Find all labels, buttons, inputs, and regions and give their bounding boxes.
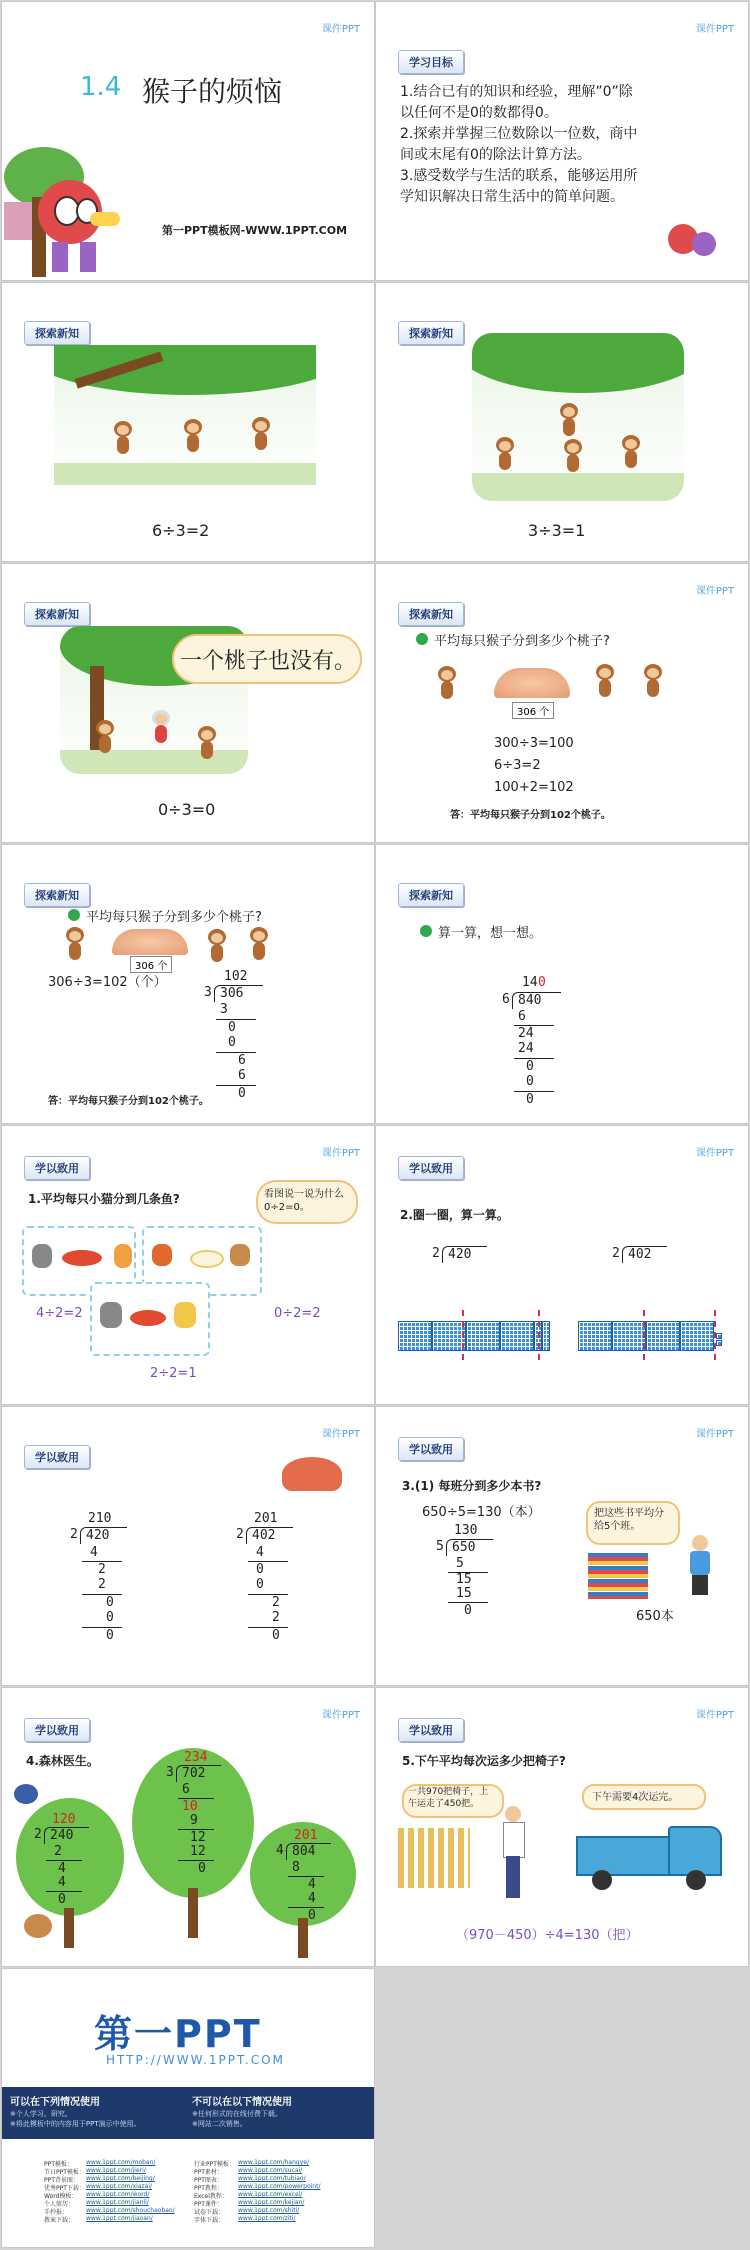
cat-icon — [114, 1244, 132, 1268]
divider-line — [538, 1310, 540, 1360]
section-tag: 探索新知 — [398, 883, 464, 907]
speech-text: 一个桃子也没有。 — [180, 649, 357, 674]
link-list-right — [194, 2159, 364, 2223]
step: 0 — [228, 1020, 236, 1035]
speech-text-1: 一共970把椅子，上午运走了450把。 — [408, 1787, 489, 1809]
link-label: 优秀PPT下载： — [44, 2185, 85, 2192]
snail-icon — [282, 1457, 342, 1491]
link[interactable]: www.1ppt.com/ziti/ — [238, 2215, 296, 2222]
logo: 第一PPT — [94, 2012, 262, 2056]
link-label: 教案下载： — [44, 2217, 75, 2224]
link[interactable]: www.1ppt.com/jiaoan/ — [86, 2215, 153, 2222]
plate-icon — [190, 1250, 224, 1268]
link-label: PPT模板： — [44, 2161, 73, 2168]
section-tag: 学习目标 — [398, 50, 464, 74]
step: 6 — [238, 1068, 246, 1083]
cat-icon — [230, 1244, 250, 1266]
section-tag: 学以致用 — [24, 1445, 90, 1469]
step: 6 — [518, 1009, 526, 1024]
cat-icon — [100, 1302, 122, 1328]
step: 0 — [526, 1074, 534, 1089]
long-division — [500, 975, 580, 1115]
objective-line: 2.探索并掌握三位数除以一位数，商中 — [400, 126, 638, 142]
link-label: PPT背景图： — [44, 2177, 79, 2184]
link[interactable]: www.1ppt.com/tubiao/ — [238, 2175, 306, 2182]
can-title: 可以在下列情况使用 — [10, 2097, 100, 2108]
monkey-icon — [206, 929, 228, 965]
link[interactable]: www.1ppt.com/powerpoint/ — [238, 2183, 321, 2190]
quotient: 14 — [522, 975, 538, 990]
cat-icon — [152, 1244, 172, 1266]
peach-count-label: 306 个 — [512, 702, 554, 719]
monkey-icon — [642, 664, 664, 700]
step: 10 — [182, 1799, 198, 1814]
quotient: 102 — [224, 969, 248, 984]
slide-practice-4 — [376, 1407, 748, 1685]
objective-line: 以任何不是0的数都得0。 — [400, 105, 558, 121]
step: 2 — [272, 1595, 280, 1610]
quotient: 201 — [294, 1828, 318, 1843]
empty-cell — [376, 1969, 748, 2247]
can-item: ※将此模板中的内容用于PPT演示中使用。 — [10, 2120, 141, 2128]
answer: 答：平均每只猴子分到102个桃子。 — [450, 810, 611, 821]
section-tag: 探索新知 — [24, 883, 90, 907]
brand-label: 课件PPT — [321, 1148, 360, 1159]
peach-pile-icon — [112, 929, 188, 955]
long-division-c — [274, 1828, 344, 1928]
step: 6 — [238, 1053, 246, 1068]
link-label: PPT教程： — [194, 2185, 223, 2192]
slide-explore-5 — [2, 845, 374, 1123]
link-label: PPT素材： — [194, 2169, 223, 2176]
step: 0 — [106, 1595, 114, 1610]
brand-label: 课件PPT — [695, 586, 734, 597]
divisor: 2 — [432, 1246, 440, 1261]
step: 2 — [272, 1610, 280, 1625]
equation: 306÷3=102（个） — [48, 975, 167, 990]
question: 5.下午平均每次运多少把椅子? — [402, 1754, 566, 1768]
equation: 2÷2=1 — [150, 1366, 197, 1381]
section-tag: 探索新知 — [398, 602, 464, 626]
link-label: 字体下载： — [194, 2217, 225, 2224]
subtitle: 第一PPT模板网-WWW.1PPT.COM — [162, 224, 348, 237]
step: 0 — [308, 1908, 316, 1923]
bullet-icon — [416, 633, 428, 645]
equation: 300÷3=100 — [494, 736, 574, 751]
speech-text: 把这些书平均分给5个班。 — [594, 1508, 664, 1532]
dividend: 402 — [252, 1528, 276, 1543]
link-label: PPT课件： — [194, 2201, 223, 2208]
cat-icon — [32, 1244, 52, 1268]
slide-practice-3 — [2, 1407, 374, 1685]
section-tag: 学以致用 — [398, 1437, 464, 1461]
dividend: 306 — [220, 986, 244, 1001]
link[interactable]: www.1ppt.com/kejian/ — [238, 2199, 305, 2206]
brand-label: 课件PPT — [695, 1148, 734, 1159]
divisor: 5 — [436, 1539, 444, 1554]
link-label: Word模板： — [44, 2193, 78, 2200]
link-label: 试卷下载： — [194, 2209, 225, 2216]
slide-explore-4 — [376, 564, 748, 842]
link-list-left — [44, 2159, 194, 2223]
divider-line — [643, 1310, 645, 1360]
step: 3 — [220, 1002, 228, 1017]
dividend: 804 — [292, 1844, 316, 1859]
bullet-icon — [68, 909, 80, 921]
step: 0 — [106, 1610, 114, 1625]
step: 4 — [58, 1861, 66, 1876]
dividend: 840 — [518, 993, 542, 1008]
divisor: 2 — [34, 1827, 42, 1842]
truck-icon — [576, 1826, 722, 1892]
step: 8 — [292, 1860, 300, 1875]
speech-text-2: 下午需要4次运完。 — [592, 1792, 679, 1803]
prompt: 算一算，想一想。 — [438, 926, 543, 941]
objective-line: 3.感受数学与生活的联系，能够运用所 — [400, 168, 638, 184]
link[interactable]: www.1ppt.com/shouchaobao/ — [86, 2207, 175, 2214]
student-icon — [688, 1535, 712, 1595]
brand-label: 课件PPT — [695, 1710, 734, 1721]
slide-explore-6 — [376, 845, 748, 1123]
step: 0 — [238, 1086, 246, 1101]
quotient: 210 — [88, 1511, 112, 1526]
divider-line — [714, 1310, 716, 1360]
link-label: 行业PPT模板： — [194, 2161, 235, 2168]
quotient: 120 — [52, 1812, 76, 1827]
equation: 4÷2=2 — [36, 1306, 83, 1321]
quotient-zero: 0 — [538, 975, 546, 990]
dividend: 650 — [452, 1540, 476, 1555]
chairs-icon — [398, 1828, 470, 1888]
dividend: 420 — [448, 1247, 472, 1262]
bird-icon — [14, 1784, 38, 1804]
dividend: 702 — [182, 1766, 206, 1781]
link[interactable]: www.1ppt.com/beijing/ — [86, 2175, 155, 2182]
section-tag: 学以致用 — [24, 1156, 90, 1180]
brand-label: 课件PPT — [695, 1429, 734, 1440]
monkey-icon — [248, 927, 270, 963]
step: 0 — [526, 1059, 534, 1074]
slide-explore-2 — [376, 283, 748, 561]
step: 15 — [456, 1586, 472, 1601]
objective-line: 1.结合已有的知识和经验，理解”0”除 — [400, 84, 633, 100]
cannot-item: ※任何形式的在线付费下载。 — [192, 2110, 282, 2118]
equation: 3÷3=1 — [528, 521, 586, 540]
lesson-number: 1.4 — [80, 72, 122, 102]
slide-practice-2 — [376, 1126, 748, 1404]
link[interactable]: www.1ppt.com/jianli/ — [86, 2199, 149, 2206]
question: 2.圈一圈，算一算。 — [400, 1208, 509, 1222]
divisor: 3 — [166, 1765, 174, 1780]
book-count: 650本 — [636, 1609, 674, 1624]
section-tag: 学以致用 — [398, 1156, 464, 1180]
divisor: 3 — [204, 985, 212, 1000]
long-division-a — [32, 1812, 102, 1912]
section-tag: 学以致用 — [398, 1718, 464, 1742]
link-label: PPT图表： — [194, 2177, 223, 2184]
slide-objectives — [376, 2, 748, 280]
slide-credits — [2, 1969, 374, 2247]
objective-line: 间或末尾有0的除法计算方法。 — [400, 147, 591, 163]
question: 4.森林医生。 — [26, 1754, 99, 1768]
equation: 0÷3=0 — [158, 800, 216, 819]
monkey-icon — [436, 666, 458, 702]
divider-line — [462, 1310, 464, 1360]
section-tag: 学以致用 — [24, 1718, 90, 1742]
squirrel-icon — [24, 1914, 52, 1938]
equation: 6÷3=2 — [494, 758, 541, 773]
step: 0 — [228, 1035, 236, 1050]
can-item: ※个人学习、研究。 — [10, 2110, 72, 2118]
slide-practice-5 — [2, 1688, 374, 1966]
link[interactable]: www.1ppt.com/moban/ — [86, 2159, 156, 2166]
peach-tree-scene — [54, 345, 316, 485]
book-stack-icon — [588, 1553, 648, 1599]
quotient: 234 — [184, 1750, 208, 1765]
question: 3.(1) 每班分到多少本书? — [402, 1479, 542, 1493]
brand-label: 课件PPT — [321, 1710, 360, 1721]
step: 12 — [190, 1844, 206, 1859]
step: 4 — [308, 1891, 316, 1906]
link[interactable]: www.1ppt.com/word/ — [86, 2191, 150, 2198]
slide-explore-3 — [2, 564, 374, 842]
step: 4 — [58, 1875, 66, 1890]
bullet-icon — [420, 925, 432, 937]
equation: 100+2=102 — [494, 780, 574, 795]
step: 12 — [190, 1830, 206, 1845]
monkey-icon — [64, 927, 86, 963]
step: 2 — [98, 1562, 106, 1577]
step: 0 — [106, 1628, 114, 1643]
brand-label: 课件PPT — [321, 1429, 360, 1440]
step: 4 — [256, 1545, 264, 1560]
step: 4 — [308, 1877, 316, 1892]
step: 2 — [98, 1577, 106, 1592]
dividend: 420 — [86, 1528, 110, 1543]
dividend: 402 — [628, 1247, 652, 1262]
equation: 0÷2=2 — [274, 1306, 321, 1321]
question: 1.平均每只小猫分到几条鱼? — [28, 1192, 180, 1206]
objective-line: 学知识解决日常生活中的简单问题。 — [400, 189, 624, 205]
step: 0 — [256, 1577, 264, 1592]
fish-icon — [62, 1250, 102, 1266]
link-label: 手抄报： — [44, 2209, 69, 2216]
cannot-title: 不可以在以下情况使用 — [192, 2097, 292, 2108]
equation: 650÷5=130（本） — [422, 1505, 541, 1520]
divisor: 2 — [236, 1527, 244, 1542]
divisor: 4 — [276, 1843, 284, 1858]
long-division-left — [68, 1511, 148, 1671]
long-division-right — [234, 1511, 314, 1671]
link-label: 节日PPT模板： — [44, 2169, 85, 2176]
brand-label: 课件PPT — [695, 24, 734, 35]
step: 0 — [464, 1603, 472, 1618]
quotient: 201 — [254, 1511, 278, 1526]
step: 15 — [456, 1572, 472, 1587]
link-label: 个人简历： — [44, 2201, 75, 2208]
long-division-b — [164, 1750, 244, 1890]
step: 0 — [58, 1892, 66, 1907]
question: 平均每只猴子分到多少个桃子? — [434, 634, 610, 649]
usage-banner — [2, 2087, 374, 2139]
site-url[interactable]: HTTP://WWW.1PPT.COM — [106, 2053, 285, 2067]
step: 0 — [272, 1628, 280, 1643]
link[interactable]: www.1ppt.com/excel/ — [238, 2191, 303, 2198]
link[interactable]: www.1ppt.com/shiti/ — [238, 2207, 300, 2214]
long-division — [202, 969, 282, 1109]
step: 2 — [54, 1844, 62, 1859]
peach-count-label: 306 个 — [130, 956, 172, 973]
step: 24 — [518, 1026, 534, 1041]
divisor: 2 — [612, 1246, 620, 1261]
slide-practice-6 — [376, 1688, 748, 1966]
divisor: 6 — [502, 992, 510, 1007]
step: 0 — [198, 1861, 206, 1876]
peach-tree-scene — [472, 333, 684, 501]
section-tag: 探索新知 — [398, 321, 464, 345]
divisor: 2 — [70, 1527, 78, 1542]
fish-icon — [130, 1310, 166, 1326]
brand-label: 课件PPT — [321, 24, 360, 35]
equation: 6÷3=2 — [152, 521, 210, 540]
objective-list — [400, 82, 740, 208]
monkey-icon — [594, 664, 616, 700]
step: 5 — [456, 1556, 464, 1571]
step: 0 — [256, 1562, 264, 1577]
slide-practice-1 — [2, 1126, 374, 1404]
dividend: 240 — [50, 1828, 74, 1843]
quotient: 130 — [454, 1523, 478, 1538]
worker-icon — [502, 1806, 524, 1898]
cat-icon — [174, 1302, 196, 1328]
link[interactable]: www.1ppt.com/sucai/ — [238, 2167, 303, 2174]
step: 6 — [182, 1782, 190, 1797]
step: 4 — [90, 1545, 98, 1560]
step: 9 — [190, 1813, 198, 1828]
hint-text: 看图说一说为什么0÷2=0。 — [264, 1189, 344, 1213]
section-tag: 探索新知 — [24, 321, 90, 345]
equation: （970－450）÷4=130（把） — [456, 1928, 639, 1943]
long-division — [434, 1523, 514, 1643]
slide-title — [2, 2, 374, 280]
lesson-title: 猴子的烦恼 — [142, 75, 283, 108]
link[interactable]: www.1ppt.com/hangye/ — [238, 2159, 309, 2166]
answer: 答：平均每只猴子分到102个桃子。 — [48, 1096, 209, 1107]
peach-pile-icon — [494, 668, 570, 698]
step: 24 — [518, 1041, 534, 1056]
section-tag: 探索新知 — [24, 602, 90, 626]
question: 平均每只猴子分到多少个桃子? — [86, 910, 262, 925]
link[interactable]: www.1ppt.com/xiazai/ — [86, 2183, 153, 2190]
step: 0 — [526, 1092, 534, 1107]
cannot-item: ※网站二次销售。 — [192, 2120, 247, 2128]
link-label: Excel教程： — [194, 2193, 228, 2200]
slide-explore-1 — [2, 283, 374, 561]
link[interactable]: www.1ppt.com/jieri/ — [86, 2167, 146, 2174]
